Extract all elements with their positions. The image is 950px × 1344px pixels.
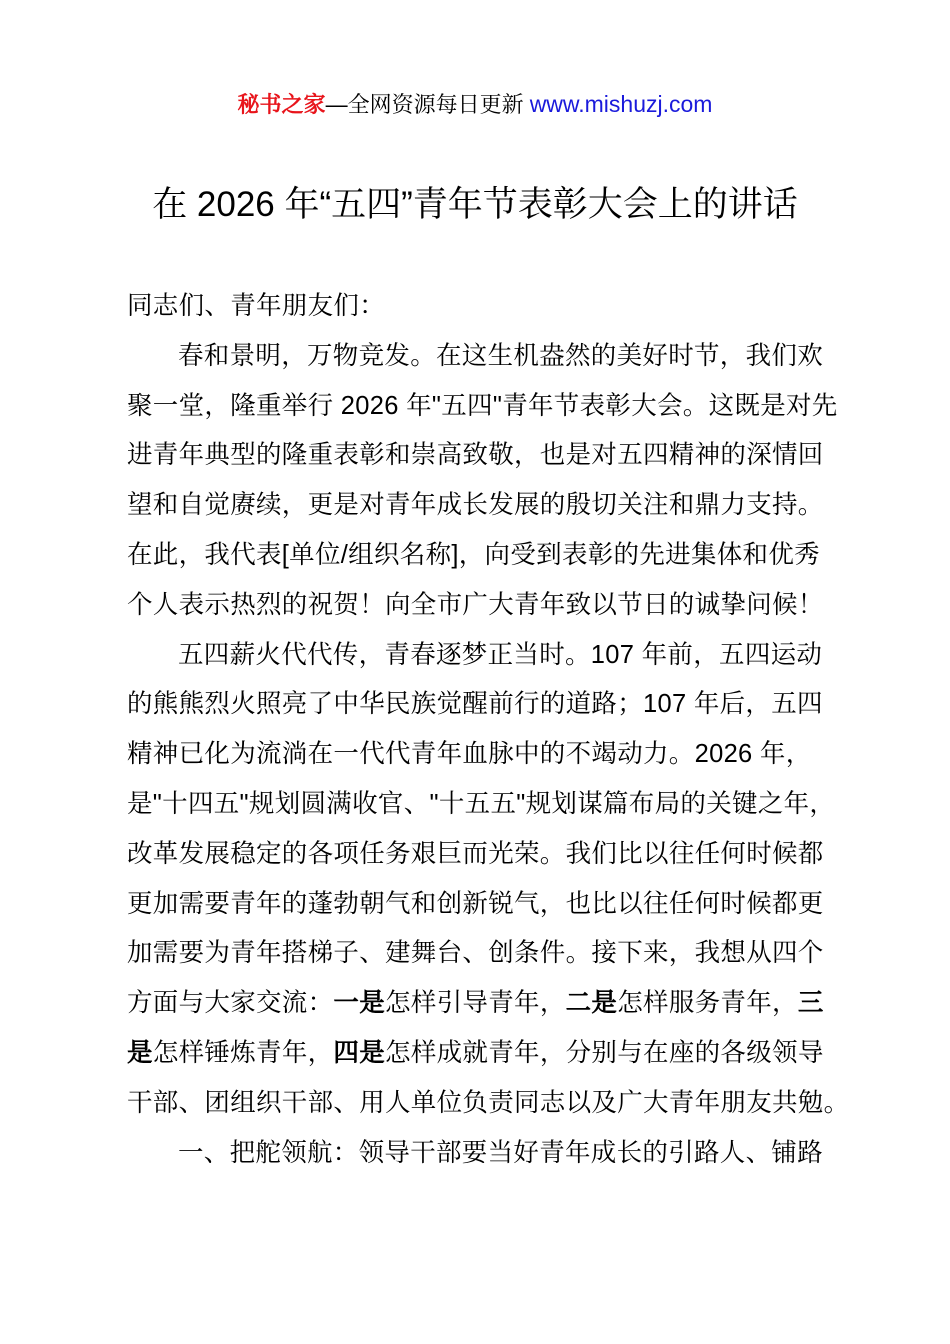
bold-text: 一是 xyxy=(333,989,386,1018)
text-segment: 怎样成就青年，分别与在座的各级领导 xyxy=(385,1038,824,1067)
text-segment: 精神已化为流淌在一代代青年血脉中的不竭动力。2026 年， xyxy=(127,740,812,769)
text-line xyxy=(127,680,857,730)
text-line xyxy=(127,431,857,481)
text-segment: 加需要为青年搭梯子、建舞台、创条件。接下来，我想从四个 xyxy=(127,939,824,968)
bold-text: 四是 xyxy=(333,1038,386,1067)
text-segment: 在此，我代表[单位/组织名称]，向受到表彰的先进集体和优秀 xyxy=(127,540,820,569)
text-segment: 望和自觉赓续，更是对青年成长发展的殷切关注和鼎力支持。 xyxy=(127,491,824,520)
text-line xyxy=(127,780,857,830)
text-segment: 聚一堂，隆重举行 2026 年"五四"青年节表彰大会。这既是对先 xyxy=(127,391,838,420)
text-segment: 是"十四五"规划圆满收官、"十五五"规划谋篇布局的关键之年， xyxy=(127,789,836,818)
text-line xyxy=(127,631,857,681)
text-segment: 同志们、青年朋友们： xyxy=(127,292,386,320)
document-title: 在 2026 年“五四”青年节表彰大会上的讲话 xyxy=(152,185,798,224)
brand-name: 秘书之家 xyxy=(237,92,326,117)
text-segment: 怎样锤炼青年， xyxy=(152,1038,334,1067)
text-line xyxy=(127,481,857,531)
text-line xyxy=(127,1129,857,1179)
text-line xyxy=(127,332,857,382)
text-segment: 怎样服务青年， xyxy=(617,989,798,1018)
text-line xyxy=(127,531,857,581)
text-line xyxy=(127,282,857,332)
text-segment: 五四薪火代代传，青春逐梦正当时。107 年前，五四运动 xyxy=(178,640,823,669)
text-line xyxy=(127,880,857,930)
text-line xyxy=(127,730,857,780)
text-segment: 个人表示热烈的祝贺！向全市广大青年致以节日的诚挚问候！ xyxy=(127,590,824,619)
site-url-link[interactable]: www.mishuzj.com xyxy=(529,91,713,117)
banner-slogan: —全网资源每日更新 xyxy=(325,92,530,117)
text-segment: 一、把舵领航：领导干部要当好青年成长的引路人、铺路 xyxy=(178,1138,824,1167)
text-line xyxy=(127,979,857,1029)
bold-text: 二是 xyxy=(565,989,618,1018)
text-segment: 进青年典型的隆重表彰和崇高致敬，也是对五四精神的深情回 xyxy=(127,441,824,470)
text-segment: 改革发展稳定的各项任务艰巨而光荣。我们比以往任何时候都 xyxy=(127,839,824,868)
bold-text: 是 xyxy=(127,1038,153,1067)
text-segment: 更加需要青年的蓬勃朝气和创新锐气，也比以往任何时候都更 xyxy=(127,889,824,918)
text-line xyxy=(127,830,857,880)
text-segment: 方面与大家交流： xyxy=(127,989,334,1018)
text-segment: 的熊熊烈火照亮了中华民族觉醒前行的道路；107 年后，五四 xyxy=(127,690,823,719)
text-line xyxy=(127,929,857,979)
site-banner xyxy=(0,88,950,121)
text-segment: 干部、团组织干部、用人单位负责同志以及广大青年朋友共勉。 xyxy=(127,1088,850,1117)
bold-text: 三 xyxy=(797,989,824,1018)
text-segment: 怎样引导青年， xyxy=(385,989,566,1018)
text-line xyxy=(127,581,857,631)
text-line xyxy=(127,382,857,432)
text-line xyxy=(127,1029,857,1079)
document-body xyxy=(127,282,857,1178)
text-segment: 春和景明，万物竞发。在这生机盎然的美好时节，我们欢 xyxy=(178,341,824,370)
text-line xyxy=(127,1079,857,1129)
